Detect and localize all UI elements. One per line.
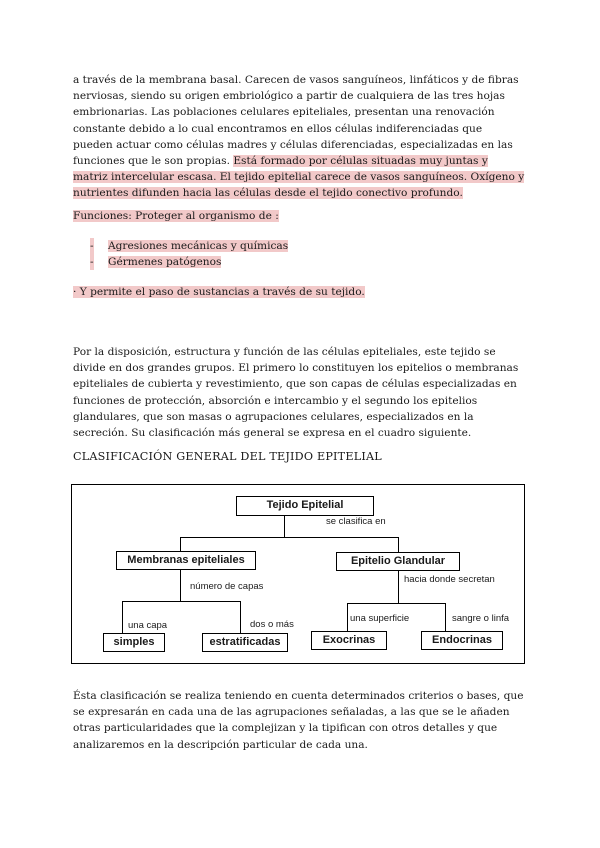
classification-diagram	[71, 484, 525, 664]
connector-line	[180, 569, 181, 601]
intro-plain-text: a través de la membrana basal. Carecen de vasos sanguíneos, linfáticos y de fibras nerviosas, siendo su origen embriológico a partir de cualquiera de las tres hojas embrionarias. Las poblaciones celulares epiteliales, presentan una renovación constante debido a lo cual encontramos en ellos células indiferenciadas que pueden actuar como células madres y células diferenciadas, especializadas en las funciones que le son propias.	[73, 74, 519, 168]
connector-line	[240, 601, 241, 634]
functions-list	[90, 238, 390, 270]
connector-line	[180, 537, 398, 538]
edge-label-una-capa: una capa	[128, 620, 168, 631]
edge-label-dos-o-mas: dos o más	[250, 619, 294, 630]
edge-label-sangre-linfa: sangre o linfa	[452, 613, 510, 624]
node-simples: simples	[103, 633, 165, 652]
node-tejido-epitelial: Tejido Epitelial	[236, 496, 374, 516]
division-paragraph: Por la disposición, estructura y función de las células epiteliales, este tejido se divide en dos grandes grupos. El primero lo constituyen los epitelios o membranas epiteliales de cubierta y revestimiento, que son capas de células especializadas en funciones de protección, absorción e intercambio y el segundo los epitelios glandulares, que son masas o agrupaciones celulares, especializados en la secreción. Su clasificación más general se expresa en el cuadro siguiente.	[73, 346, 519, 440]
connector-line	[347, 603, 445, 604]
edge-label-hacia-donde: hacia donde secretan	[404, 574, 495, 585]
functions-title: Funciones: Proteger al organismo de :	[73, 210, 279, 222]
intro-paragraph	[73, 72, 525, 202]
connector-line	[122, 601, 123, 634]
closing-paragraph: Ésta clasificación se realiza teniendo en cuenta determinados criterios o bases, que se expresarán en cada una de las agrupaciones señaladas, a las que se le añaden otras particularidades que la complejizan y la tipifican con otros detalles y que analizaremos en la descripción particular de cada una.	[73, 690, 524, 751]
edge-label-se-clasifica: se clasifica en	[326, 516, 386, 527]
connector-line	[398, 537, 399, 553]
edge-label-una-superficie: una superficie	[350, 613, 410, 624]
node-endocrinas: Endocrinas	[421, 631, 503, 650]
node-estratificadas: estratificadas	[202, 633, 288, 652]
list-item: - Gérmenes patógenos	[90, 254, 390, 270]
edge-label-numero-capas: número de capas	[190, 581, 264, 592]
connector-line	[398, 569, 399, 603]
list-item: - Agresiones mecánicas y químicas	[90, 238, 390, 254]
node-epitelio-glandular: Epitelio Glandular	[336, 552, 460, 571]
intro-highlighted-text: Está formado por células situadas muy juntas y matriz intercelular escasa. El tejido epitelial carece de vasos sanguíneos. Oxígeno y nutrientes difunden hacia las células desde el tejido conectivo profundo.	[73, 155, 525, 200]
connector-line	[122, 601, 240, 602]
node-exocrinas: Exocrinas	[311, 631, 387, 650]
connector-line	[445, 603, 446, 633]
node-membranas-epiteliales: Membranas epiteliales	[116, 551, 256, 570]
section-heading: CLASIFICACIÓN GENERAL DEL TEJIDO EPITELIAL	[73, 450, 382, 463]
functions-extra: · Y permite el paso de sustancias a través de su tejido.	[73, 286, 365, 298]
connector-line	[347, 603, 348, 633]
connector-line	[284, 515, 285, 537]
